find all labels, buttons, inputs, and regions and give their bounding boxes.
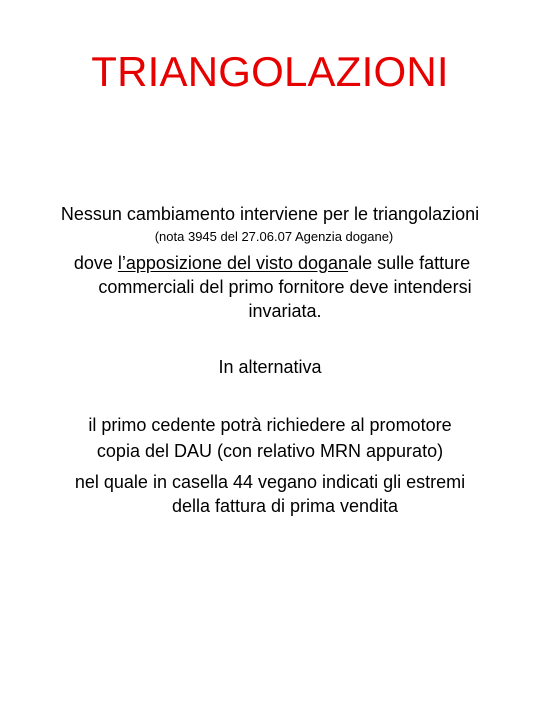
- paragraph2-line3: nel quale in casella 44 vegano indicati gli estremi: [74, 472, 466, 492]
- slide-title: TRIANGOLAZIONI: [91, 48, 449, 95]
- paragraph1-line2-start: dove: [73, 253, 118, 273]
- paragraph1-line3: commerciali del primo fornitore deve intendersi: [98, 277, 472, 297]
- underlined-text: l’apposizione del visto dogan: [117, 253, 349, 273]
- paragraph2-line2: copia del DAU (con relativo MRN appurato): [96, 441, 444, 461]
- paragraph2-line4: della fattura di prima vendita: [171, 496, 399, 516]
- paragraph1-line2: [0, 251, 540, 275]
- alternative-heading: In alternativa: [218, 357, 322, 377]
- paragraph1-line1: Nessun cambiamento interviene per le triangolazioni: [60, 204, 480, 224]
- paragraph1-line4: invariata.: [248, 301, 322, 321]
- source-note: (nota 3945 del 27.06.07 Agenzia dogane): [154, 229, 394, 244]
- paragraph2-line1: il primo cedente potrà richiedere al promotore: [88, 415, 452, 435]
- paragraph1-line2-end: ale sulle fatture: [348, 253, 471, 273]
